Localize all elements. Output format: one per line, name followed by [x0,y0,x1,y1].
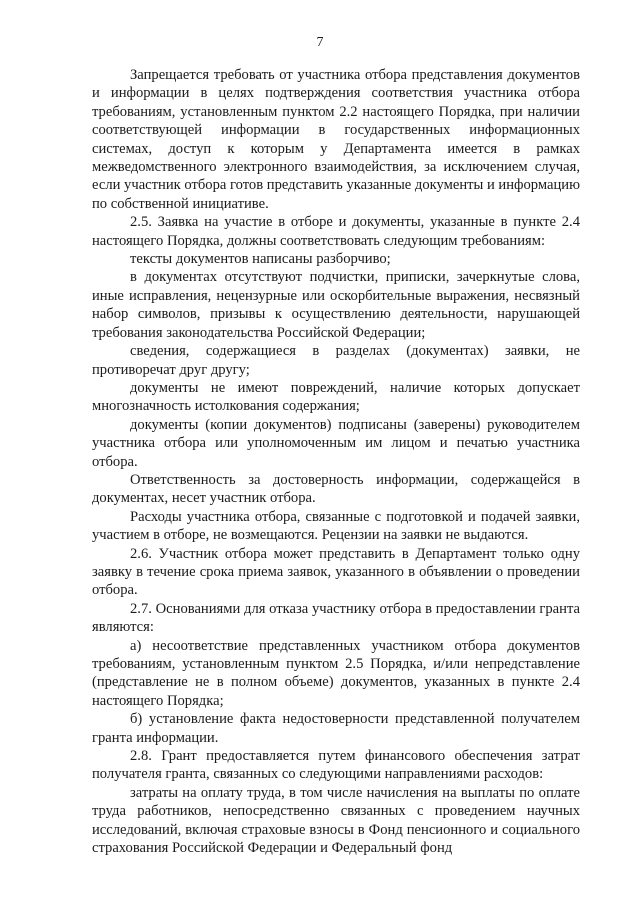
paragraph-signed-sealed: документы (копии документов) подписаны (заверены) руководителем участника отбора или уполномоченным им лицом и печатью участника отбора. [92,416,580,470]
paragraph-2-8-grant-provision: 2.8. Грант предоставляется путем финансового обеспечения затрат получателя гранта, связанных со следующими направлениями расходов: [92,748,580,783]
paragraph-2-7-a: а) несоответствие представленных участником отбора документов требованиям, установленным пунктом 2.5 Порядка, и/или непредставление (представление не в полном объеме) документов, указанных в пункте 2.4 настоящего Порядка; [92,637,580,709]
page-number: 7 [316,35,324,50]
paragraph-labor-costs: затраты на оплату труда, в том числе начисления на выплаты по оплате труда работников, непосредственно связанных с проведением научных исследований, включая страховые взносы в Фонд пенсионного и социального страхования Российской Федерации и Федеральный фонд [92,784,580,857]
paragraph-2-6-single-application: 2.6. Участник отбора может представить в Департамент только одну заявку в течение срока приема заявок, указанного в объявлении о проведении отбора. [92,545,580,599]
paragraph-2-5-requirements-intro: 2.5. Заявка на участие в отборе и документы, указанные в пункте 2.4 настоящего Порядка, должны соответствовать следующим требованиям: [92,214,580,249]
paragraph-no-corrections: в документах отсутствуют подчистки, приписки, зачеркнутые слова, иные исправления, нецензурные или оскорбительные выражения, несвязный набор символов, призывы к осуществлению деятельности, нарушающей требования законодательства Российской Федерации; [92,269,580,341]
paragraph-2-7-b: б) установление факта недостоверности представленной получателем гранта информации. [92,711,580,746]
paragraph-2-7-refusal-grounds: 2.7. Основаниями для отказа участнику отбора в предоставлении гранта являются: [92,600,580,636]
document-body [92,66,580,857]
paragraph-legible-texts: тексты документов написаны разборчиво; [130,251,391,268]
paragraph-expenses: Расходы участника отбора, связанные с подготовкой и подачей заявки, участием в отборе, не возмещаются. Рецензии на заявки не выдаются. [92,508,580,544]
paragraph-prohibition-requirements: Запрещается требовать от участника отбора представления документов и информации в целях подтверждения соответствия участника отбора требованиям, установленным пунктом 2.2 настоящего Порядка, при наличии соответствующей информации в государственных информационных системах, доступ к которым у Департамента имеется в рамках межведомственного электронного взаимодействия, за исключением случая, если участник отбора готов представить указанные документы и информацию по собственной инициативе. [92,67,581,212]
paragraph-no-damage: документы не имеют повреждений, наличие которых допускает многозначность истолкования содержания; [92,379,580,415]
paragraph-responsibility: Ответственность за достоверность информации, содержащейся в документах, несет участник отбора. [92,471,580,507]
paragraph-no-contradictions: сведения, содержащиеся в разделах (документах) заявки, не противоречат друг другу; [92,343,580,378]
